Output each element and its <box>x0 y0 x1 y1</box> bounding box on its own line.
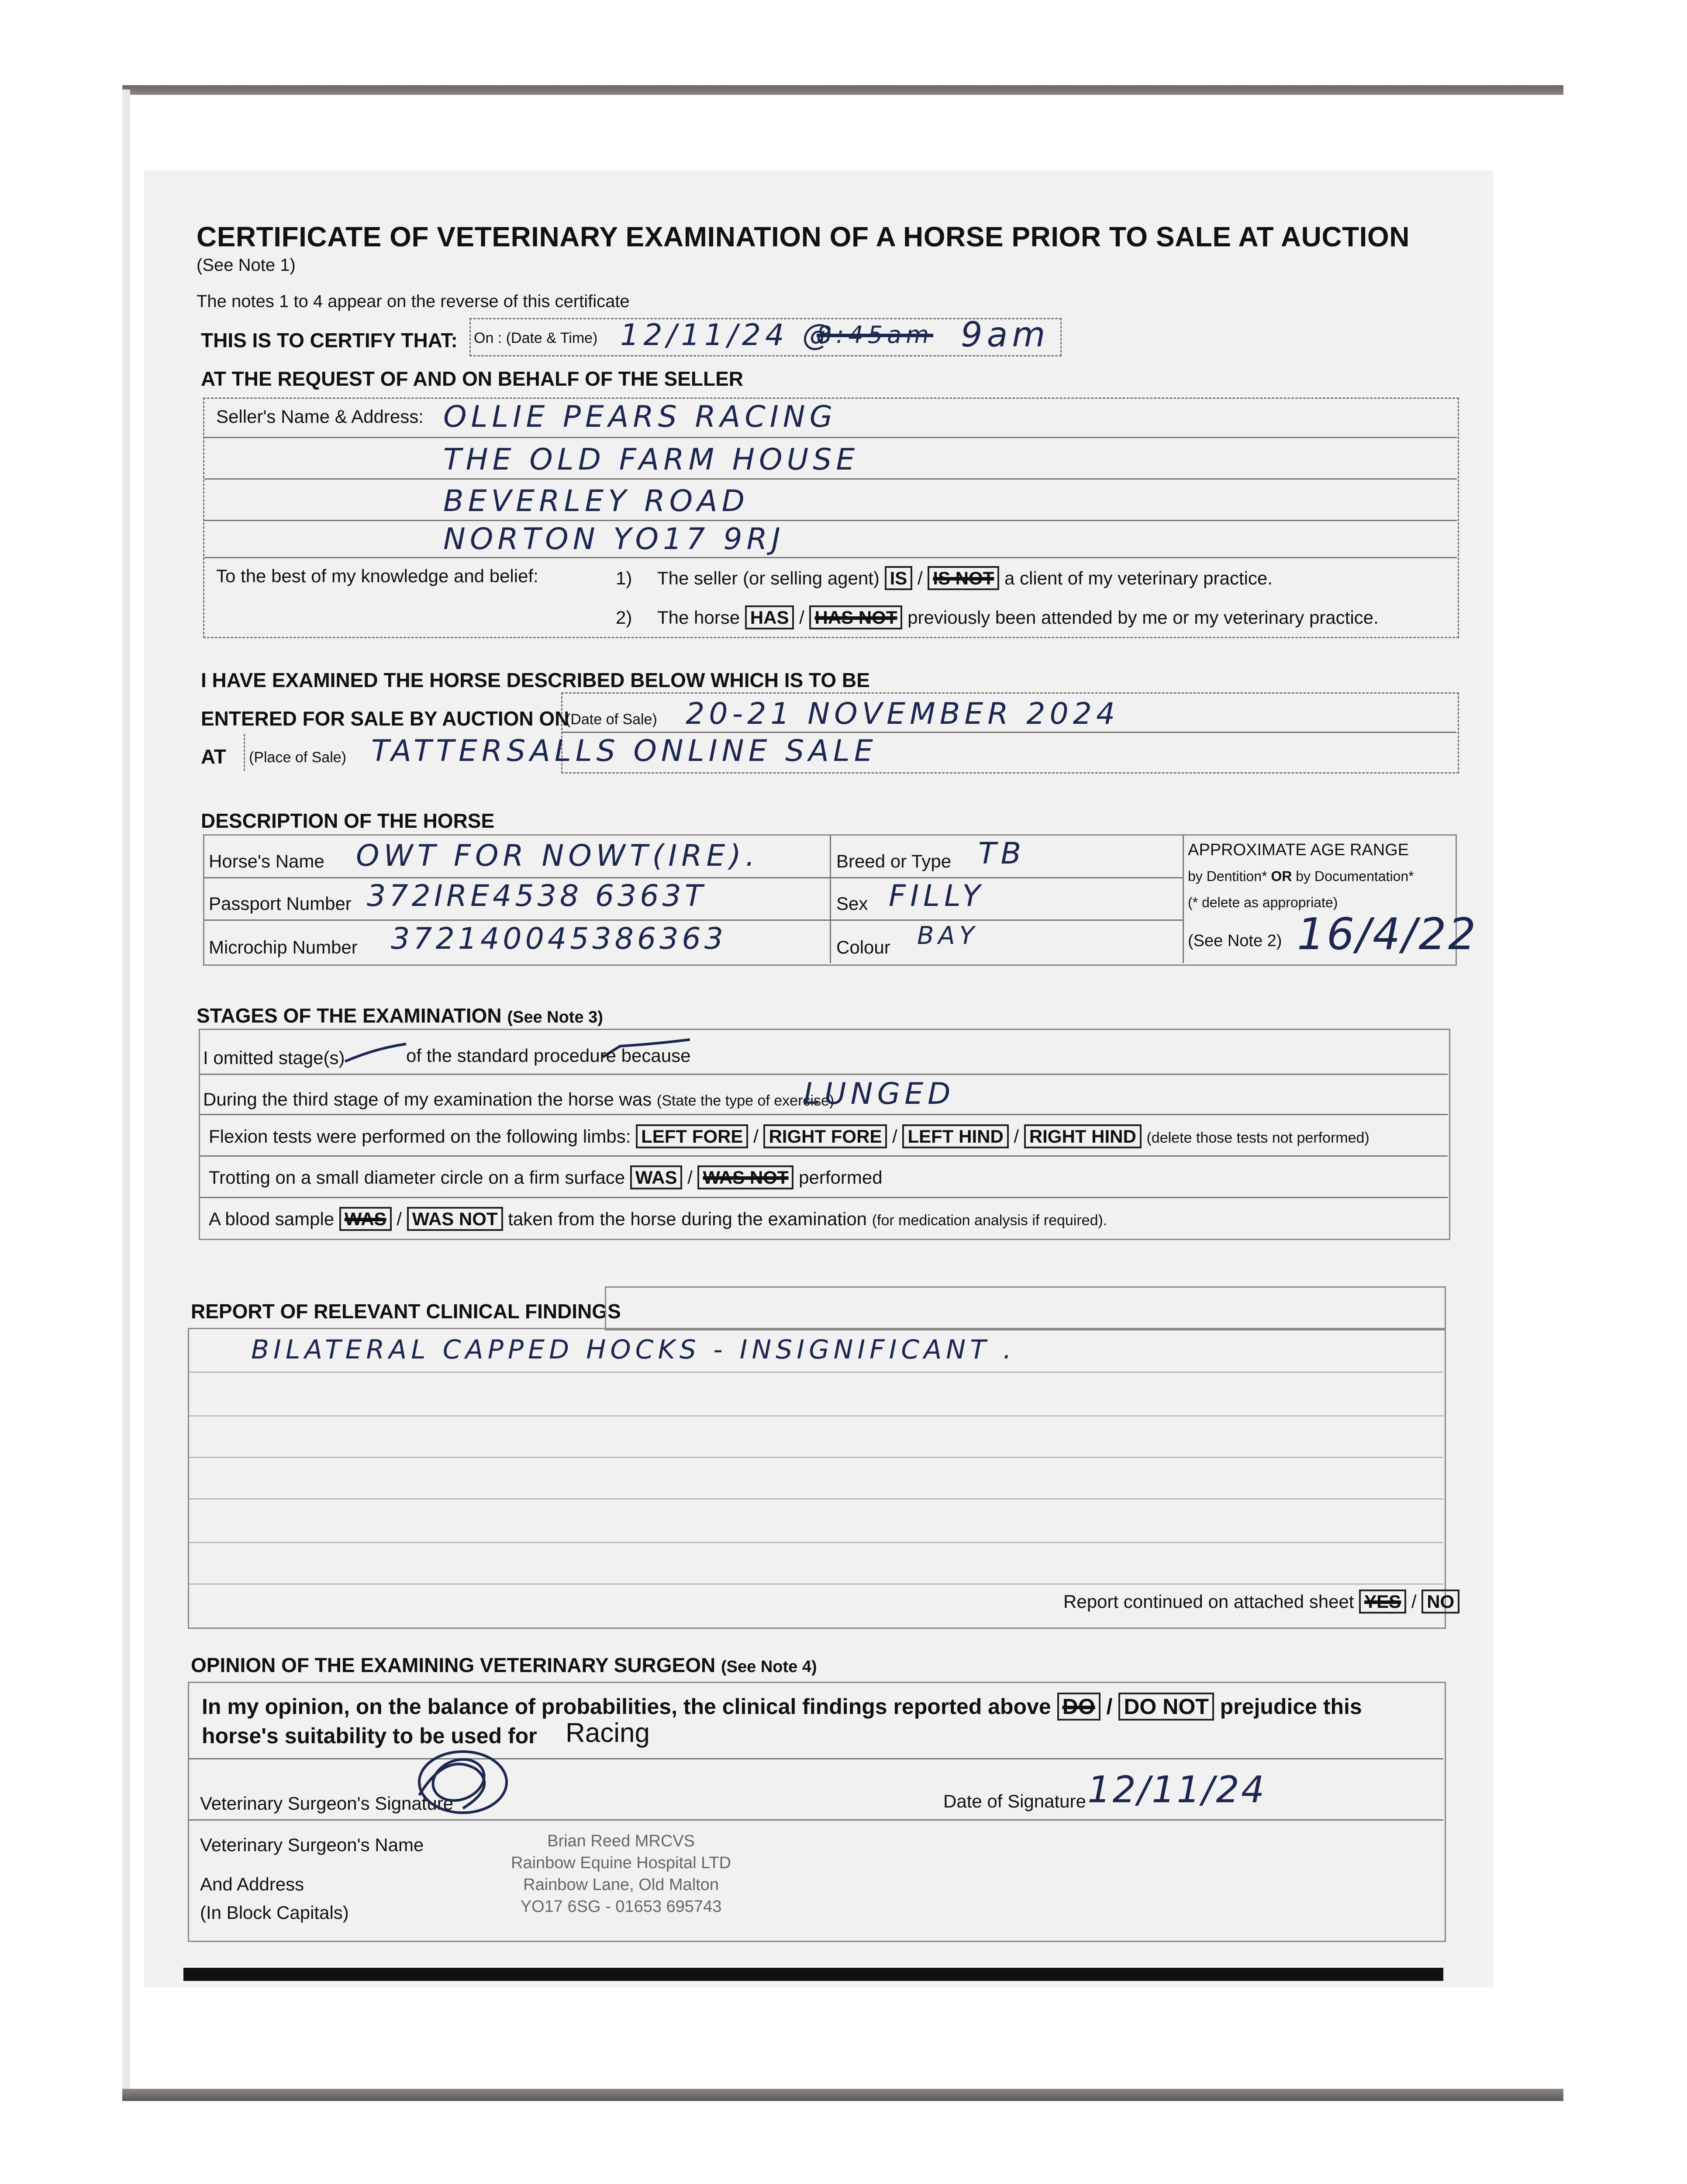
blood-pre: A blood sample <box>209 1209 335 1229</box>
report-continued-row <box>1063 1591 1459 1612</box>
stamp-line-4: YO17 6SG - 01653 695743 <box>520 1897 722 1916</box>
item1-pre: The seller (or selling agent) <box>657 568 880 588</box>
rule <box>200 1197 1448 1198</box>
signature-scribble <box>411 1743 515 1821</box>
opinion-line-1 <box>202 1694 1362 1719</box>
flexion-note: (delete those tests not performed) <box>1146 1130 1370 1146</box>
rule <box>189 1498 1443 1500</box>
date-of-sale-label: (Date of Sale) <box>566 711 657 728</box>
rule <box>204 877 1183 878</box>
at-label: AT <box>201 745 226 768</box>
date-of-signature-value: 12/11/24 <box>1087 1768 1266 1811</box>
has-option: HAS <box>745 605 794 629</box>
block-capitals-label: (In Block Capitals) <box>200 1902 349 1923</box>
age-see-note: (See Note 2) <box>1188 932 1282 950</box>
rule <box>1183 835 1184 963</box>
age-delete-note: (* delete as appropriate) <box>1188 895 1338 910</box>
opinion-do-not-option: DO NOT <box>1118 1693 1214 1721</box>
slash: / <box>1014 1126 1019 1147</box>
microchip-value: 372140045386363 <box>391 922 727 956</box>
on-time: 9am <box>961 315 1050 355</box>
rule <box>204 437 1457 438</box>
rule <box>204 520 1457 521</box>
opinion-heading: OPINION OF THE EXAMINING VETERINARY SURGEON <box>191 1654 716 1676</box>
opinion-note: (See Note 4) <box>721 1658 817 1676</box>
breed-value: TB <box>978 836 1026 871</box>
left-fore-option: LEFT FORE <box>636 1124 748 1148</box>
rule <box>189 1415 1443 1417</box>
item2-row <box>657 607 1379 628</box>
signature-label: Veterinary Surgeon's Signature <box>200 1793 454 1814</box>
third-stage-row <box>203 1089 834 1110</box>
flexion-row <box>209 1126 1370 1147</box>
passport-label: Passport Number <box>209 893 352 914</box>
rule <box>200 1155 1448 1157</box>
photo-edge-bottom <box>122 2089 1563 2101</box>
horse-name-label: Horse's Name <box>209 851 324 871</box>
item2-post: previously been attended by me or my veterinary practice. <box>907 607 1379 628</box>
continued-no-option: NO <box>1421 1590 1459 1614</box>
blood-note: (for medication analysis if required). <box>872 1212 1107 1229</box>
omitted-post: of the standard procedure because <box>406 1045 691 1066</box>
seller-line-3: BEVERLEY ROAD <box>443 484 749 518</box>
date-of-signature-label: Date of Signature <box>943 1791 1086 1811</box>
opinion-text-1: In my opinion, on the balance of probabilities, the clinical findings reported above <box>202 1694 1051 1719</box>
on-struck: 8:45am <box>817 321 933 349</box>
rule <box>189 1372 1443 1373</box>
seller-line-2: THE OLD FARM HOUSE <box>443 442 859 477</box>
item1-post: a client of my veterinary practice. <box>1004 568 1273 588</box>
right-hind-option: RIGHT HIND <box>1024 1124 1142 1148</box>
age-heading: APPROXIMATE AGE RANGE <box>1188 841 1409 859</box>
trot-was-option: WAS <box>630 1165 683 1189</box>
age-value: 16/4/22 <box>1297 909 1478 960</box>
opinion-heading-row <box>191 1653 817 1677</box>
slash: / <box>753 1126 759 1147</box>
slash: / <box>397 1209 402 1229</box>
report-heading: REPORT OF RELEVANT CLINICAL FINDINGS <box>191 1300 621 1323</box>
stamp-line-2: Rainbow Equine Hospital LTD <box>511 1854 731 1872</box>
blood-post: taken from the horse during the examination <box>508 1209 867 1229</box>
rule <box>204 919 1183 921</box>
stages-note: (See Note 3) <box>507 1008 603 1026</box>
rule <box>204 557 1457 558</box>
request-label: AT THE REQUEST OF AND ON BEHALF OF THE SELLER <box>201 367 743 390</box>
surgeon-name-label: Veterinary Surgeon's Name <box>200 1835 424 1855</box>
on-label: On : (Date & Time) <box>474 330 598 346</box>
examined-label: I HAVE EXAMINED THE HORSE DESCRIBED BELOW WHICH IS TO BE <box>201 669 870 691</box>
item1-number: 1) <box>616 568 632 588</box>
report-heading-box <box>605 1286 1446 1330</box>
slash: / <box>799 607 804 628</box>
stamp-line-3: Rainbow Lane, Old Malton <box>523 1876 719 1894</box>
see-note-1: (See Note 1) <box>197 256 296 275</box>
clinical-finding: BILATERAL CAPPED HOCKS - INSIGNIFICANT . <box>251 1334 1016 1365</box>
certify-label: THIS IS TO CERTIFY THAT: <box>201 329 458 352</box>
report-continued-label: Report continued on attached sheet <box>1063 1591 1354 1612</box>
date-of-sale-value: 20-21 NOVEMBER 2024 <box>686 697 1120 731</box>
slash: / <box>1411 1591 1417 1612</box>
horse-name-value: OWT FOR NOWT(IRE). <box>356 839 759 873</box>
trot-post: performed <box>799 1167 883 1188</box>
address-label: And Address <box>200 1874 304 1894</box>
seller-line-1: OLLIE PEARS RACING <box>443 400 837 434</box>
description-heading: DESCRIPTION OF THE HORSE <box>201 809 495 832</box>
omitted-pre: I omitted stage(s) <box>203 1047 345 1068</box>
seller-label: Seller's Name & Address: <box>216 406 424 427</box>
place-of-sale-label: (Place of Sale) <box>249 749 346 766</box>
is-option: IS <box>885 566 913 590</box>
photo-edge-top <box>122 85 1563 95</box>
rule <box>189 1583 1443 1585</box>
slash: / <box>1106 1694 1113 1719</box>
third-stage-label: During the third stage of my examination the horse was <box>203 1089 652 1109</box>
third-stage-note: (State the type of exercise) <box>656 1092 835 1109</box>
entered-label: ENTERED FOR SALE BY AUCTION ON <box>201 707 569 730</box>
passport-value: 372IRE4538 6363T <box>367 879 707 913</box>
slash: / <box>892 1126 897 1147</box>
trot-row <box>209 1167 883 1188</box>
on-value: 12/11/24 @ <box>620 318 837 352</box>
photo-edge-left <box>122 90 130 2099</box>
form-title: CERTIFICATE OF VETERINARY EXAMINATION OF A HORSE PRIOR TO SALE AT AUCTION <box>197 221 1410 252</box>
age-by-documentation: by Documentation* <box>1296 868 1414 884</box>
opinion-use: Racing <box>566 1718 650 1748</box>
stamp-line-1: Brian Reed MRCVS <box>547 1832 695 1850</box>
colour-label: Colour <box>836 937 890 957</box>
age-or: OR <box>1271 868 1292 884</box>
slash: / <box>687 1167 693 1188</box>
blood-was-not-option: WAS NOT <box>407 1207 503 1231</box>
trot-pre: Trotting on a small diameter circle on a firm surface <box>209 1167 625 1188</box>
belief-label: To the best of my knowledge and belief: <box>216 566 538 586</box>
seller-line-4: NORTON YO17 9RJ <box>443 522 785 556</box>
continued-yes-struck: YES <box>1359 1590 1406 1614</box>
sex-label: Sex <box>836 893 868 914</box>
third-stage-value: LUNGED <box>804 1077 955 1111</box>
trot-was-not-struck: WAS NOT <box>697 1165 793 1189</box>
rule <box>204 478 1457 480</box>
rule <box>189 1542 1443 1543</box>
item2-pre: The horse <box>657 607 740 628</box>
stages-heading: STAGES OF THE EXAMINATION <box>197 1004 502 1027</box>
sex-value: FILLY <box>889 879 985 913</box>
rule <box>189 1819 1443 1821</box>
opinion-text-3: horse's suitability to be used for <box>202 1724 537 1748</box>
rule <box>562 732 1456 733</box>
flexion-label: Flexion tests were performed on the following limbs: <box>209 1126 631 1147</box>
microchip-label: Microchip Number <box>209 937 358 957</box>
rule <box>189 1758 1443 1759</box>
slash: / <box>917 568 923 588</box>
breed-label: Breed or Type <box>836 851 952 871</box>
opinion-text-2: prejudice this <box>1220 1694 1362 1719</box>
left-hind-option: LEFT HIND <box>902 1124 1008 1148</box>
rule <box>830 835 831 963</box>
item1-row <box>657 568 1273 589</box>
opinion-do-struck: DO <box>1057 1693 1101 1721</box>
notes-line: The notes 1 to 4 appear on the reverse of this certificate <box>197 292 630 311</box>
rule <box>189 1457 1443 1458</box>
has-not-option-struck: HAS NOT <box>809 605 902 629</box>
is-not-option-struck: IS NOT <box>928 566 999 590</box>
item2-number: 2) <box>616 607 632 628</box>
age-by-dentition: by Dentition* <box>1188 868 1267 884</box>
place-of-sale-value: TATTERSALLS ONLINE SALE <box>371 734 877 768</box>
colour-value: BAY <box>917 922 979 950</box>
rule <box>200 1074 1448 1075</box>
stages-heading-row <box>197 1004 603 1027</box>
right-fore-option: RIGHT FORE <box>763 1124 887 1148</box>
rule <box>244 734 246 771</box>
rule <box>200 1114 1448 1115</box>
footer-bar <box>183 1968 1443 1981</box>
blood-was-struck: WAS <box>339 1207 392 1231</box>
age-method-row <box>1188 868 1414 885</box>
vet-stamp <box>511 1830 731 1918</box>
blood-row <box>209 1209 1107 1230</box>
